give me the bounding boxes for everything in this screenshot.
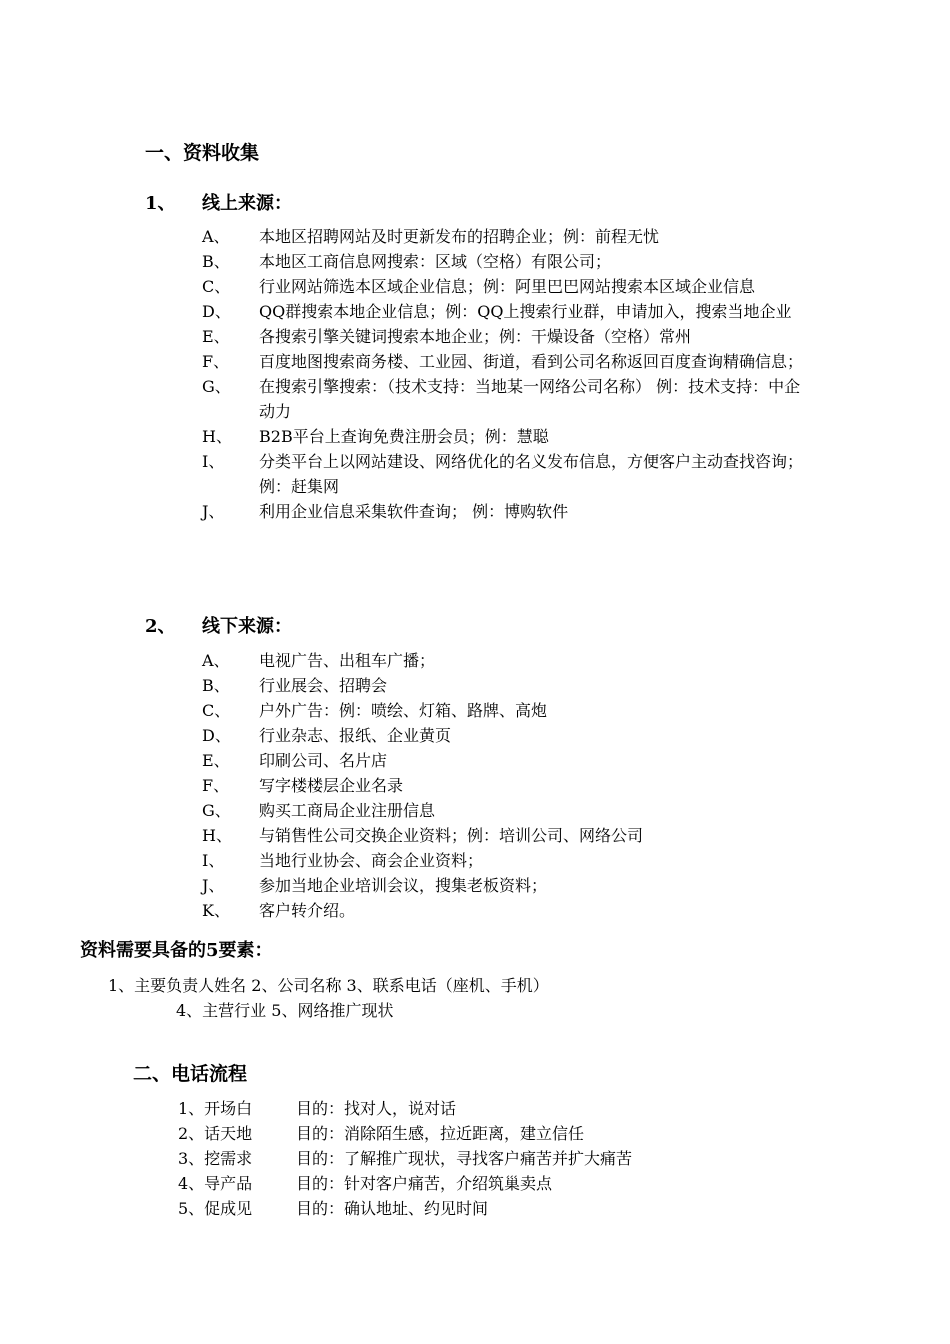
- offline-sources-list: [202, 648, 812, 923]
- requirements-line-1: 1、主要负责人姓名 2、公司名称 3、联系电话（座机、手机）: [108, 976, 549, 995]
- list-item: B、 本地区工商信息网搜索：区域（空格）有限公司；: [202, 252, 612, 271]
- online-sources-number: 1、: [145, 193, 176, 214]
- list-item: G、 购买工商局企业注册信息: [202, 801, 436, 820]
- list-item: H、 与销售性公司交换企业资料；例：培训公司、网络公司: [202, 826, 644, 845]
- requirements-line-2: 4、主营行业 5、网络推广现状: [176, 1001, 394, 1020]
- list-item: I、 当地行业协会、商会企业资料；: [202, 851, 484, 870]
- list-item: B、 行业展会、招聘会: [202, 676, 388, 695]
- flow-step: 5、促成见 目的：确认地址、约见时间: [178, 1199, 489, 1218]
- offline-sources-heading: [145, 612, 292, 638]
- list-item: F、 百度地图搜索商务楼、工业园、街道，看到公司名称返回百度查询精确信息；: [202, 352, 804, 371]
- offline-sources-label: 线下来源：: [202, 616, 292, 637]
- call-flow-list: [178, 1096, 632, 1221]
- list-item: E、 印刷公司、名片店: [202, 751, 388, 770]
- requirements-title: 资料需要具备的5要素：: [80, 940, 273, 961]
- section-2-title: 二、电话流程: [133, 1063, 248, 1085]
- online-sources-heading: [145, 189, 292, 215]
- list-item: H、 B2B平台上查询免费注册会员；例：慧聪: [202, 427, 549, 446]
- offline-sources-number: 2、: [145, 616, 176, 637]
- section-1-title: 一、资料收集: [145, 142, 260, 164]
- flow-step: 1、开场白 目的：找对人，说对话: [178, 1099, 457, 1118]
- list-item: D、 QQ群搜索本地企业信息；例：QQ上搜索行业群，申请加入，搜索当地企业: [202, 302, 792, 321]
- list-item: J、 利用企业信息采集软件查询； 例：博购软件: [202, 502, 569, 521]
- list-item: K、 客户转介绍。: [202, 901, 356, 920]
- list-item: C、 行业网站筛选本区域企业信息；例：阿里巴巴网站搜索本区域企业信息: [202, 277, 756, 296]
- list-item: D、 行业杂志、报纸、企业黄页: [202, 726, 452, 745]
- list-item: G、 在搜索引擎搜索：（技术支持：当地某一网络公司名称） 例：技术支持：中企动力: [202, 377, 801, 421]
- list-item: A、 本地区招聘网站及时更新发布的招聘企业；例：前程无忧: [202, 227, 660, 246]
- list-item: I、 分类平台上以网站建设、网络优化的名义发布信息，方便客户主动查找咨询； 例：赶集网: [202, 452, 804, 496]
- list-item: E、 各搜索引擎关键词搜索本地企业；例：干燥设备（空格）常州: [202, 327, 692, 346]
- list-item: A、 电视广告、出租车广播；: [202, 651, 436, 670]
- list-item: C、 户外广告：例：喷绘、灯箱、路牌、高炮: [202, 701, 548, 720]
- flow-step: 3、挖需求 目的：了解推广现状，寻找客户痛苦并扩大痛苦: [178, 1149, 633, 1168]
- online-sources-label: 线上来源：: [202, 193, 292, 214]
- list-item: J、 参加当地企业培训会议，搜集老板资料；: [202, 876, 548, 895]
- list-item: F、 写字楼楼层企业名录: [202, 776, 404, 795]
- flow-step: 4、导产品 目的：针对客户痛苦，介绍筑巢卖点: [178, 1174, 553, 1193]
- online-sources-list: [202, 224, 812, 524]
- flow-step: 2、话天地 目的：消除陌生感，拉近距离，建立信任: [178, 1124, 585, 1143]
